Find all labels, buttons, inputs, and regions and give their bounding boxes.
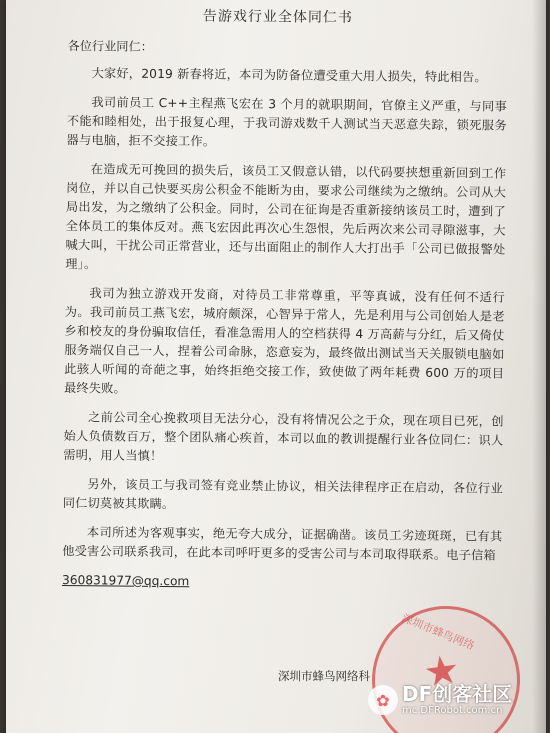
dfrobot-logo-icon: ✿	[368, 685, 398, 715]
letter-paragraph: 之前公司全心挽救项目无法分心，没有将情况公之于众，现在项目已死，创始人负债数百万，整个团队痛心疾首，本司以血的教训提醒行业各位同仁：识人需明，用人当慎！	[63, 410, 504, 464]
dfrobot-watermark	[368, 683, 512, 717]
letter-paragraph: 我司前员工 C++主程燕飞宏在 3 个月的就职期间，官僚主义严重，与同事不能和睦相处，出于报复心理，于我司游戏数千人测试当天恶意失踪，锁死服务器与电脑，拒不交接工作。	[66, 95, 508, 149]
contact-email	[62, 571, 502, 595]
watermark-brand: DF创客社区	[402, 682, 513, 706]
seal-ring-text: 深圳市蜂鸟网络	[399, 611, 477, 653]
letter-paragraph: 本司所述为客观事实，绝无夸大成分，证据确凿。该员工劣迹斑斑，已有其他受害公司联系我司，在此本司呼吁更多的受害公司与本司取得联系。电子信箱	[62, 525, 503, 563]
watermark-text	[402, 683, 512, 717]
letter-paragraph: 另外，该员工与我司签有竞业禁止协议，相关法律程序正在启动，各位行业同仁切莫被其欺瞒。	[62, 477, 504, 512]
letter-paragraph: 大家好，2019 新春将近，本司为防备位遭受重大用人损失，特此相告。	[91, 66, 487, 85]
seal-star-icon: ★	[420, 646, 463, 697]
letter-document	[62, 6, 508, 595]
email-address: 360831977@qq.com	[61, 572, 190, 589]
letter-paragraph: 在造成无可挽回的损失后，该员工又假意认错，以代码要挟想重新回到工作岗位，并以自己快要买房公积金不能断为由，要求公司继续为之缴纳。公司从大局出发，为之缴纳了公积金。同时，公司在征询是否重新接纳该员工时，遭到了全体员工的集体反对。燕飞宏因此再次心生怨恨，先后两次来公司寻隙滋事，大喊大叫，干扰公司正常营业，还与出面阻止的制作人大打出手「公司已做报警处理」。	[65, 162, 507, 272]
company-signature: 深圳市蜂鸟网络科	[278, 669, 370, 683]
letter-paragraph: 我司为独立游戏开发商，对待员工非常尊重，平等真诚，没有任何不适行为。我司前员工燕飞宏，城府颇深，心智异于常人，先是利用与公司创始人是老乡和校友的身份骗取信任，看准急需用人的空档获得 4 万高薪与分红，后又倚仗服务端仅自己一人，捏着公司命脉，恣意妄为，最终做出测试当天关服锁电脑如此骇人听闻的奇葩之事，始终拒绝交接工作，致使做了两年耗费 600 万的项目最终失败。	[63, 286, 506, 396]
letter-salutation: 各位行业同仁：	[67, 38, 153, 54]
letter-paper	[6, 0, 546, 733]
paper-edge-shadow	[532, 0, 546, 733]
letter-title: 告游戏行业全体同仁书	[202, 8, 353, 26]
watermark-url: mc.DFRobot.com.cn	[402, 705, 503, 716]
